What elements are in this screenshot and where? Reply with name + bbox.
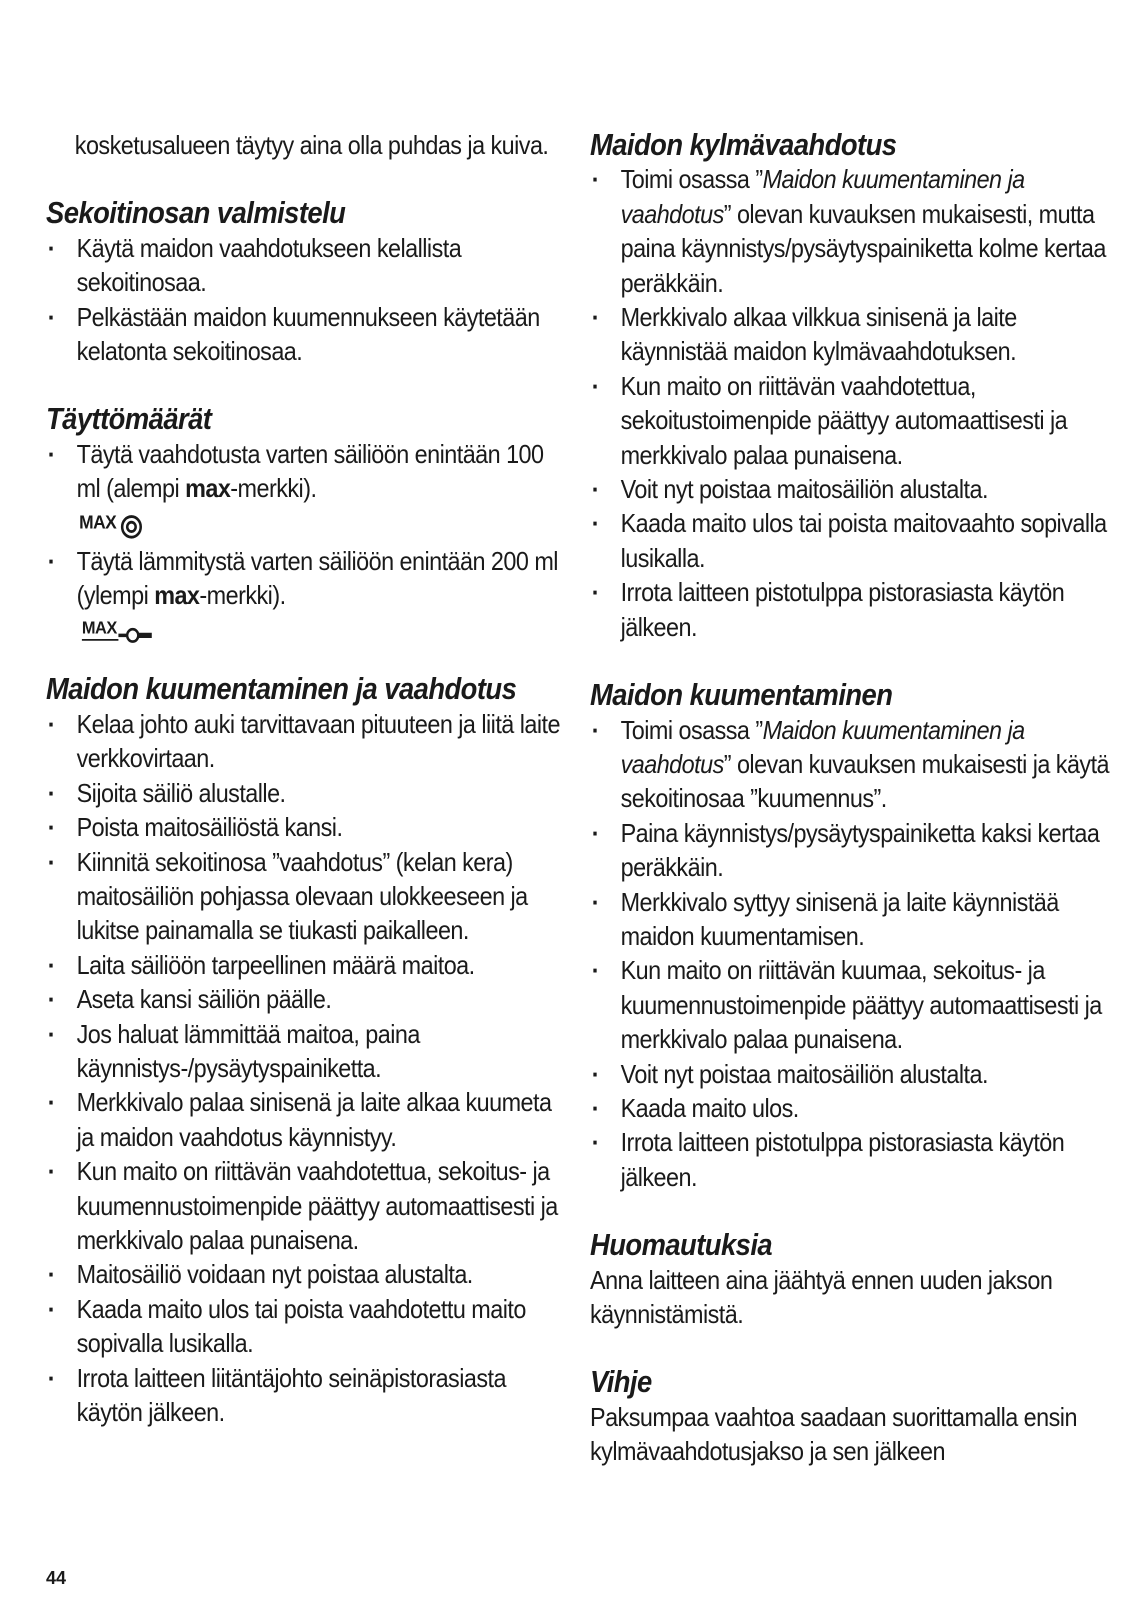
page-number: 44 [46,1568,67,1588]
list-item: · Irrota laitteen liitäntäjohto seinäpistorasiasta käytön jälkeen. [46,1361,568,1430]
right-column [590,128,1112,1469]
svg-text:MAX: MAX [79,511,117,533]
list-item: · Pelkästään maidon kuumennukseen käytetään kelatonta sekoitinosaa. [46,300,568,369]
heading-sekoitinosan-valmistelu: Sekoitinosan valmistelu [46,196,346,231]
left-column [46,128,568,1429]
vihje-text: Paksumpaa vaahtoa saadaan suorittamalla ensin kylmävaahdotusjakso ja sen jälkeen [590,1401,1077,1467]
list-item: · Kiinnitä sekoitinosa ”vaahdotus” (kelan kera) maitosäiliön pohjassa olevaan ulokkeeseen ja lukitse painamalla se tiukasti paikalleen. [46,845,568,948]
list-item: · Irrota laitteen pistotulppa pistorasiasta käytön jälkeen. [590,1125,1112,1194]
list-item: · Jos haluat lämmittää maitoa, paina käynnistys-/pysäytyspainiketta. [46,1017,568,1086]
list-item: · Toimi osassa ”Maidon kuumentaminen ja vaahdotus” olevan kuvauksen mukaisesti, mutta paina käynnistys/pysäytyspainiketta kolme kertaa peräkkäin. [590,162,1112,300]
list-item: · Aseta kansi säiliön päälle. [46,982,568,1016]
heading-kuumentaminen: Maidon kuumentaminen [590,678,893,713]
list-item: · Kaada maito ulos tai poista vaahdotettu maito sopivalla lusikalla. [46,1292,568,1361]
intro-paragraph: kosketusalueen täytyy aina olla puhdas ja kuiva. [74,130,549,160]
list-item: · Kaada maito ulos tai poista maitovaahto sopivalla lusikalla. [590,506,1112,575]
list-item: · Kun maito on riittävän vaahdotettua, sekoitustoimenpide päättyy automaattisesti ja merkkivalo palaa punaisena. [590,369,1112,472]
list-item: · Laita säiliöön tarpeellinen määrä maitoa. [46,948,568,982]
heading-kuumentaminen-vaahdotus: Maidon kuumentaminen ja vaahdotus [46,672,517,707]
heading-vihje: Vihje [590,1365,652,1400]
max-foam-mark-icon [77,510,158,540]
heading-huomautuksia: Huomautuksia [590,1228,773,1263]
list-tayttomaarat-2 [46,544,568,613]
list-item: · Täytä lämmitystä varten säiliöön enintään 200 ml (ylempi max-merkki). [46,544,568,613]
huomautuksia-text: Anna laitteen aina jäähtyä ennen uuden jakson käynnistämistä. [590,1264,1053,1329]
list-item: · Irrota laitteen pistotulppa pistorasiasta käytön jälkeen. [590,575,1112,644]
list-item: · Käytä maidon vaahdotukseen kelallista sekoitinosaa. [46,231,568,300]
list-item: · Merkkivalo alkaa vilkkua sinisenä ja laite käynnistää maidon kylmävaahdotuksen. [590,300,1112,369]
svg-text:MAX: MAX [81,618,119,639]
list-kylmavaahdotus [590,162,1112,644]
list-item: · Kun maito on riittävän kuumaa, sekoitus- ja kuumennustoimenpide päättyy automaattisesti ja merkkivalo palaa punaisena. [590,953,1112,1056]
list-item: · Täytä vaahdotusta varten säiliöön enintään 100 ml (alempi max-merkki). [46,437,568,506]
list-item: · Maitosäiliö voidaan nyt poistaa alustalta. [46,1257,568,1291]
list-item: · Kaada maito ulos. [590,1091,1112,1125]
list-sekoitinosan-valmistelu [46,231,568,369]
list-item: · Voit nyt poistaa maitosäiliön alustalta. [590,1057,1112,1091]
max-heat-mark-icon [77,616,167,646]
list-kuumentaminen-vaahdotus [46,707,568,1430]
list-item: · Kun maito on riittävän vaahdotettua, sekoitus- ja kuumennustoimenpide päättyy automaattisesti ja merkkivalo palaa punaisena. [46,1154,568,1257]
list-item: · Sijoita säiliö alustalle. [46,776,568,810]
list-item: · Merkkivalo syttyy sinisenä ja laite käynnistää maidon kuumentamisen. [590,885,1112,954]
list-kuumentaminen [590,713,1112,1195]
list-tayttomaarat [46,437,568,506]
heading-tayttomaarat: Täyttömäärät [46,402,212,437]
list-item: · Toimi osassa ”Maidon kuumentaminen ja vaahdotus” olevan kuvauksen mukaisesti ja käytä sekoitinosaa ”kuumennus”. [590,713,1112,816]
list-item: · Poista maitosäiliöstä kansi. [46,810,568,844]
list-item: · Paina käynnistys/pysäytyspainiketta kaksi kertaa peräkkäin. [590,816,1112,885]
list-item: · Kelaa johto auki tarvittavaan pituuteen ja liitä laite verkkovirtaan. [46,707,568,776]
list-item: · Voit nyt poistaa maitosäiliön alustalta. [590,472,1112,506]
list-item: · Merkkivalo palaa sinisenä ja laite alkaa kuumeta ja maidon vaahdotus käynnistyy. [46,1085,568,1154]
heading-kylmavaahdotus: Maidon kylmävaahdotus [590,128,897,162]
